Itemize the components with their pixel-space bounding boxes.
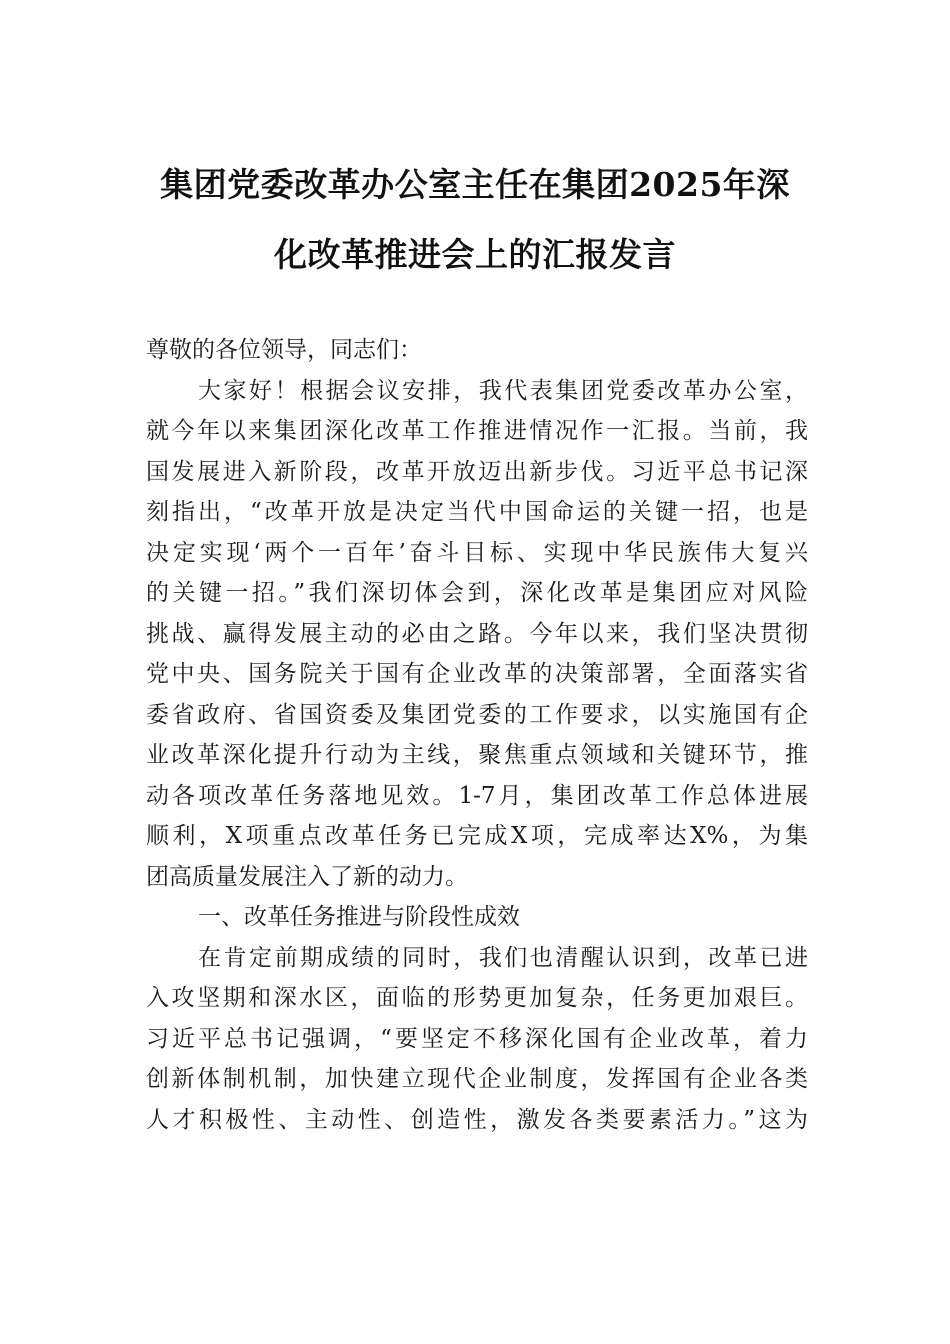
section-heading-1 <box>146 897 808 938</box>
paragraph-line: 团高质量发展注入了新的动力。 <box>146 863 468 890</box>
paragraph-line: 就今年以来集团深化改革工作推进情况作一汇报。当前，我 <box>146 418 808 444</box>
title-line-1: 集团党委改革办公室主任在集团2025年深 <box>160 165 790 204</box>
paragraph-line: 决定实现‘两个一百年’奋斗目标、实现中华民族伟大复兴 <box>146 539 808 566</box>
title-line-2: 化改革推进会上的汇报发言 <box>274 235 676 274</box>
paragraph-section1 <box>146 938 808 1141</box>
paragraph-line: 的关键一招。”我们深切体会到，深化改革是集团应对风险 <box>146 580 808 606</box>
paragraph-intro <box>146 371 808 898</box>
paragraph-line: 挑战、赢得发展主动的必由之路。今年以来，我们坚决贯彻 <box>146 620 808 647</box>
paragraph-line: 党中央、国务院关于国有企业改革的决策部署，全面落实省 <box>146 661 808 687</box>
paragraph-line: 人才积极性、主动性、创造性，激发各类要素活力。”这为 <box>146 1106 808 1133</box>
paragraph-line: 习近平总书记强调，“要坚定不移深化国有企业改革，着力 <box>146 1025 808 1052</box>
paragraph-line: 业改革深化提升行动为主线，聚焦重点领域和关键环节，推 <box>146 742 808 768</box>
paragraph-line: 创新体制机制，加快建立现代企业制度，发挥国有企业各类 <box>146 1066 808 1092</box>
salutation <box>146 330 808 371</box>
document-body <box>146 330 808 1140</box>
paragraph-line: 委省政府、省国资委及集团党委的工作要求，以实施国有企 <box>146 701 808 728</box>
paragraph-line: 在肯定前期成绩的同时，我们也清醒认识到，改革已进 <box>198 944 808 971</box>
paragraph-line: 入攻坚期和深水区，面临的形势更加复杂，任务更加艰巨。 <box>146 985 808 1011</box>
salutation-line: 尊敬的各位领导，同志们： <box>146 337 422 363</box>
section-heading-text: 一、改革任务推进与阶段性成效 <box>198 904 520 930</box>
paragraph-line: 顺利，X项重点改革任务已完成X项，完成率达X%，为集 <box>146 823 808 849</box>
paragraph-line: 大家好！根据会议安排，我代表集团党委改革办公室， <box>198 377 808 404</box>
paragraph-line: 国发展进入新阶段，改革开放迈出新步伐。习近平总书记深 <box>146 458 808 485</box>
paragraph-line: 动各项改革任务落地见效。1-7月，集团改革工作总体进展 <box>146 782 808 809</box>
document-title <box>120 150 830 290</box>
paragraph-line: 刻指出，“改革开放是决定当代中国命运的关键一招，也是 <box>146 499 808 525</box>
